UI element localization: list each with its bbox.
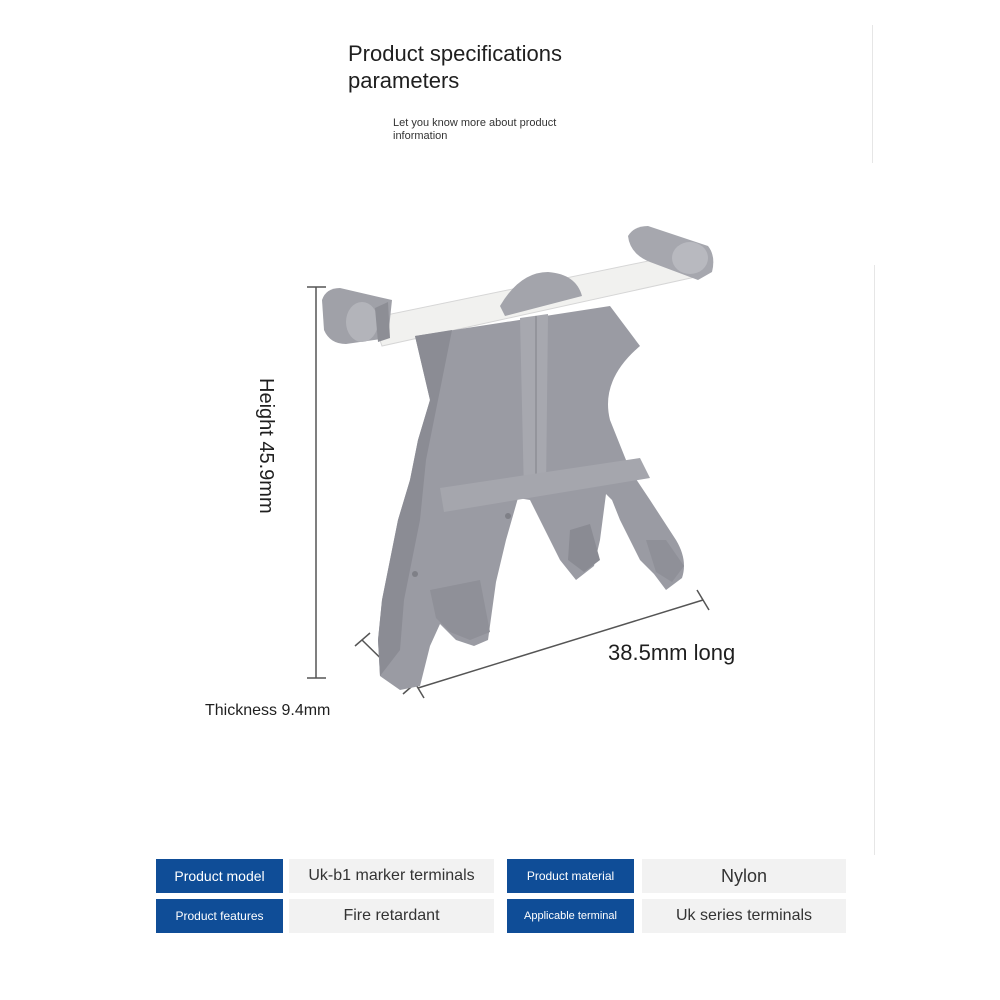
spec-value-product-material: Nylon: [642, 859, 846, 893]
spec-value-product-features: Fire retardant: [289, 899, 494, 933]
spec-key-applicable-terminal: Applicable terminal: [507, 899, 634, 933]
spec-key-product-features: Product features: [156, 899, 283, 933]
spec-value-applicable-terminal: Uk series terminals: [642, 899, 846, 933]
left-foot: [430, 580, 490, 640]
length-label: 38.5mm long: [608, 640, 736, 665]
thickness-label: Thickness 9.4mm: [205, 702, 331, 719]
height-label: Height 45.9mm: [255, 378, 277, 514]
center-rib: [520, 314, 548, 494]
spec-key-product-material: Product material: [507, 859, 634, 893]
page-subtitle: Let you know more about product information: [393, 117, 557, 142]
spec-key-product-model: Product model: [156, 859, 283, 893]
spec-value-product-model: Uk-b1 marker terminals: [289, 859, 494, 893]
page-title: Product specifications parameters: [348, 41, 562, 93]
spec-table: [156, 859, 846, 933]
height-dimension-line: [307, 287, 326, 678]
left-roller: [322, 288, 392, 344]
